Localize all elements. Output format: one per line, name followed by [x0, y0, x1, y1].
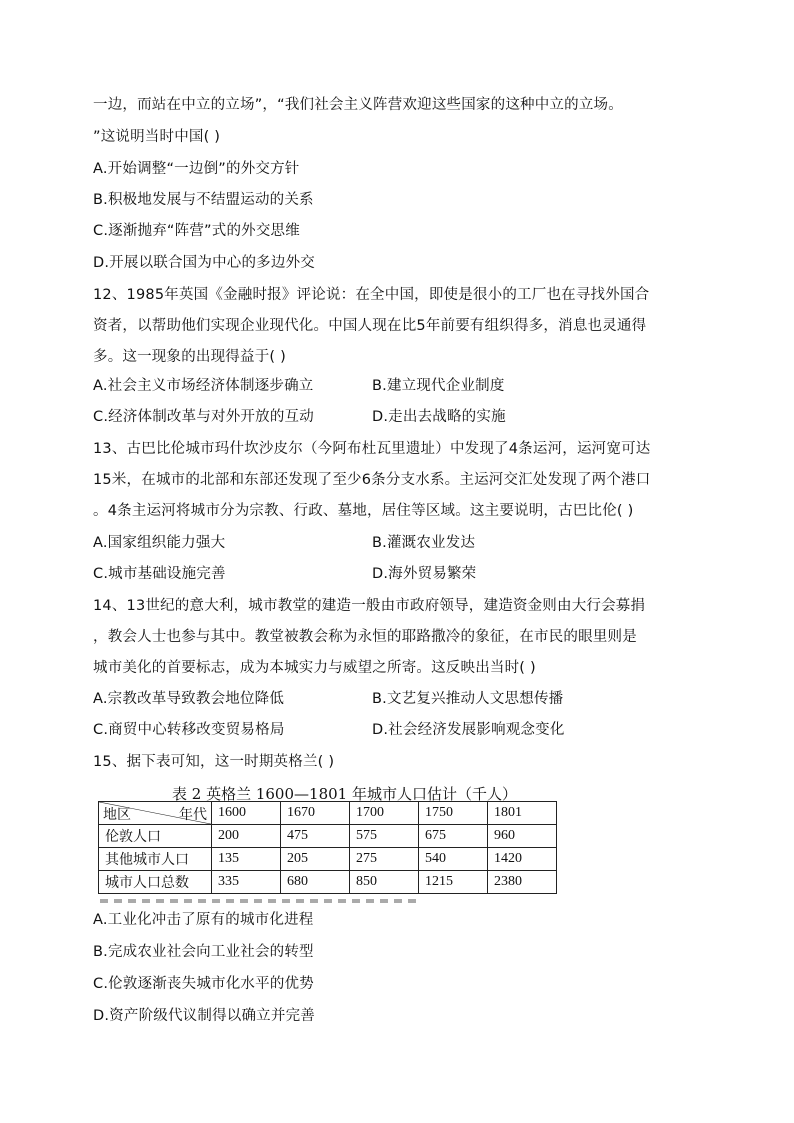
year-cell: 1750 — [419, 802, 488, 825]
table-cell: 205 — [281, 848, 350, 871]
row-label: 城市人口总数 — [99, 871, 212, 894]
table-cell: 1215 — [419, 871, 488, 894]
q14-stem-line: 城市美化的首要标志，成为本城实力与威望之所寄。这反映出当时( ) — [93, 660, 536, 676]
table-cell: 200 — [212, 825, 281, 848]
q11-option-a: A.开始调整“一边倒”的外交方针 — [93, 161, 300, 177]
q15-option-d: D.资产阶级代议制得以确立并完善 — [93, 1008, 315, 1024]
q11-stem-line: 一边，而站在中立的立场”，“我们社会主义阵营欢迎这些国家的这种中立的立场。 — [93, 97, 623, 113]
corner-right: 年代 — [179, 808, 207, 823]
q15-option-c: C.伦敦逐渐丧失城市化水平的优势 — [93, 976, 314, 992]
table-cell: 960 — [488, 825, 557, 848]
table-cell: 275 — [350, 848, 419, 871]
q14-option-c: C.商贸中心转移改变贸易格局 — [93, 722, 285, 738]
table-header-row — [99, 802, 557, 825]
q15-option-b: B.完成农业社会向工业社会的转型 — [93, 944, 314, 960]
q14-option-d: D.社会经济发展影响观念变化 — [372, 722, 565, 738]
q12-stem-line: 资者，以帮助他们实现企业现代化。中国人现在比5年前要有组织得多，消息也灵通得 — [93, 318, 647, 334]
table-cell: 2380 — [488, 871, 557, 894]
q12-option-c: C.经济体制改革与对外开放的互动 — [93, 409, 314, 425]
q11-stem-line: ”这说明当时中国( ) — [93, 129, 221, 145]
table-cell: 540 — [419, 848, 488, 871]
table-cell: 575 — [350, 825, 419, 848]
q11-option-b: B.积极地发展与不结盟运动的关系 — [93, 192, 314, 208]
table-cell: 680 — [281, 871, 350, 894]
table-cell: 850 — [350, 871, 419, 894]
row-label: 其他城市人口 — [99, 848, 212, 871]
table-cell: 335 — [212, 871, 281, 894]
q15-option-a: A.工业化冲击了原有的城市化进程 — [93, 912, 314, 928]
table-cell: 675 — [419, 825, 488, 848]
q13-option-a: A.国家组织能力强大 — [93, 535, 226, 551]
q12-option-a: A.社会主义市场经济体制逐步确立 — [93, 378, 314, 394]
q13-stem-line: 。4条主运河将城市分为宗教、行政、墓地，居住等区域。这主要说明，古巴比伦( ) — [93, 503, 634, 519]
year-cell: 1801 — [488, 802, 557, 825]
q13-option-d: D.海外贸易繁荣 — [372, 566, 477, 582]
q14-stem-line: ，教会人士也参与其中。教堂被教会称为永恒的耶路撒冷的象征，在市民的眼里则是 — [93, 629, 637, 645]
q12-option-b: B.建立现代企业制度 — [372, 378, 505, 394]
year-cell: 1670 — [281, 802, 350, 825]
table-row — [99, 871, 557, 894]
q12-option-d: D.走出去战略的实施 — [372, 409, 506, 425]
table-caption: 表 2 英格兰 1600—1801 年城市人口估计（千人） — [172, 785, 517, 803]
q15-stem: 15、据下表可知，这一时期英格兰( ) — [93, 754, 335, 770]
q12-stem-line: 多。这一现象的出现得益于( ) — [93, 349, 286, 365]
corner-left: 地区 — [103, 808, 131, 823]
table-cell: 1420 — [488, 848, 557, 871]
q11-option-c: C.逐渐抛弃“阵营”式的外交思维 — [93, 223, 300, 239]
year-cell: 1700 — [350, 802, 419, 825]
row-label: 伦敦人口 — [99, 825, 212, 848]
cropped-text-remnant — [100, 899, 420, 903]
q14-option-a: A.宗教改革导致教会地位降低 — [93, 691, 285, 707]
q13-stem-line: 15米，在城市的北部和东部还发现了至少6条分支水系。主运河交汇处发现了两个港口 — [93, 472, 651, 488]
q11-option-d: D.开展以联合国为中心的多边外交 — [93, 255, 315, 271]
q13-stem-line: 13、古巴比伦城市玛什坎沙皮尔（今阿布杜瓦里遗址）中发现了4条运河，运河宽可达 — [93, 441, 651, 457]
table-row — [99, 848, 557, 871]
table-cell: 475 — [281, 825, 350, 848]
table-row — [99, 825, 557, 848]
q14-option-b: B.文艺复兴推动人文思想传播 — [372, 691, 564, 707]
q13-option-b: B.灌溉农业发达 — [372, 535, 476, 551]
table-corner-cell — [99, 802, 212, 825]
population-table — [98, 801, 557, 894]
q12-stem-line: 12、1985年英国《金融时报》评论说：在全中国，即使是很小的工厂也在寻找外国合 — [93, 287, 650, 303]
year-cell: 1600 — [212, 802, 281, 825]
q14-stem-line: 14、13世纪的意大利，城市教堂的建造一般由市政府领导，建造资金则由大行会募捐 — [93, 598, 646, 614]
q13-option-c: C.城市基础设施完善 — [93, 566, 226, 582]
table-cell: 135 — [212, 848, 281, 871]
